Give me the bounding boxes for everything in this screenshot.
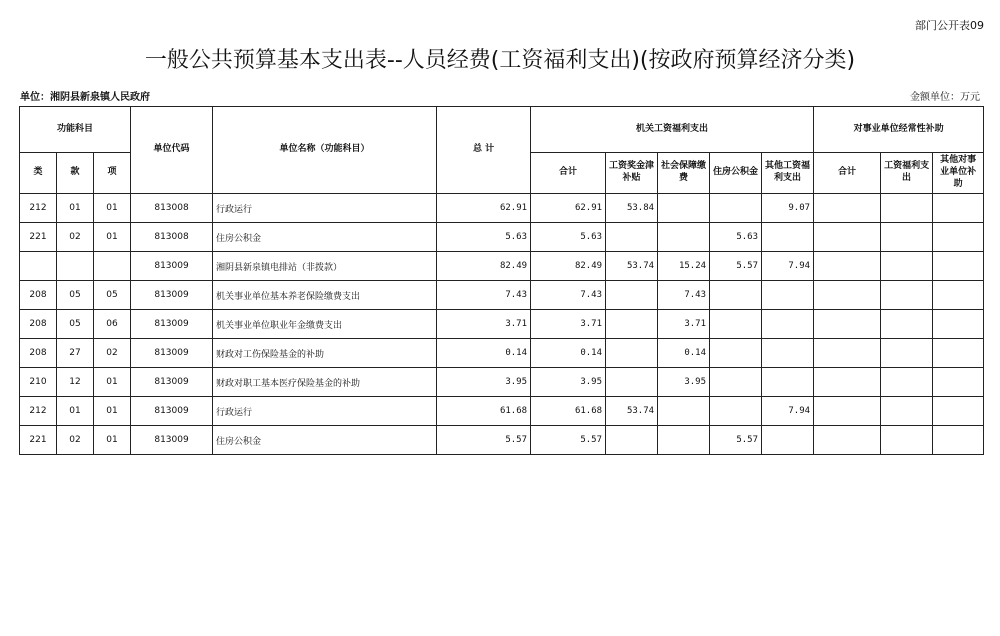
cell-org-social bbox=[658, 397, 710, 426]
cell-org-sum: 7.43 bbox=[531, 281, 606, 310]
cell-org-social bbox=[658, 223, 710, 252]
cell-lei: 208 bbox=[20, 281, 57, 310]
table-row bbox=[20, 339, 984, 368]
cell-kuan bbox=[57, 252, 94, 281]
header-lei: 类 bbox=[20, 153, 57, 194]
header-func-subject: 功能科目 bbox=[20, 107, 131, 153]
cell-total: 0.14 bbox=[437, 339, 531, 368]
cell-kuan: 01 bbox=[57, 194, 94, 223]
cell-kuan: 27 bbox=[57, 339, 94, 368]
header-org-wage: 工资奖金津补贴 bbox=[606, 153, 658, 194]
cell-pub-sum bbox=[814, 339, 881, 368]
cell-code: 813008 bbox=[131, 223, 213, 252]
cell-org-housing bbox=[710, 397, 762, 426]
cell-lei: 212 bbox=[20, 397, 57, 426]
reporting-unit: 单位：湘阴县新泉镇人民政府 bbox=[20, 92, 150, 103]
table-row bbox=[20, 426, 984, 455]
cell-org-housing bbox=[710, 368, 762, 397]
header-pub-other: 其他对事业单位补助 bbox=[933, 153, 984, 194]
cell-total: 61.68 bbox=[437, 397, 531, 426]
cell-org-housing bbox=[710, 310, 762, 339]
cell-kuan: 05 bbox=[57, 281, 94, 310]
cell-name: 财政对工伤保险基金的补助 bbox=[213, 339, 437, 368]
amount-unit: 金额单位：万元 bbox=[910, 92, 980, 103]
cell-xiang: 01 bbox=[94, 223, 131, 252]
cell-org-wage bbox=[606, 310, 658, 339]
cell-code: 813009 bbox=[131, 426, 213, 455]
cell-pub-sum bbox=[814, 252, 881, 281]
table-row bbox=[20, 194, 984, 223]
header-unit-code: 单位代码 bbox=[131, 107, 213, 194]
cell-pub-wage bbox=[881, 339, 933, 368]
cell-lei: 221 bbox=[20, 223, 57, 252]
cell-lei: 221 bbox=[20, 426, 57, 455]
cell-pub-sum bbox=[814, 281, 881, 310]
cell-org-housing bbox=[710, 194, 762, 223]
cell-pub-other bbox=[933, 194, 984, 223]
cell-pub-other bbox=[933, 223, 984, 252]
cell-name: 行政运行 bbox=[213, 194, 437, 223]
cell-org-wage bbox=[606, 223, 658, 252]
cell-pub-sum bbox=[814, 426, 881, 455]
cell-kuan: 05 bbox=[57, 310, 94, 339]
cell-pub-wage bbox=[881, 310, 933, 339]
cell-org-other: 7.94 bbox=[762, 252, 814, 281]
cell-org-other bbox=[762, 281, 814, 310]
page-title: 一般公共预算基本支出表--人员经费(工资福利支出)(按政府预算经济分类) bbox=[144, 48, 856, 73]
cell-total: 3.71 bbox=[437, 310, 531, 339]
table-header bbox=[20, 107, 984, 194]
cell-lei: 212 bbox=[20, 194, 57, 223]
cell-xiang: 01 bbox=[94, 397, 131, 426]
cell-xiang: 05 bbox=[94, 281, 131, 310]
cell-pub-other bbox=[933, 397, 984, 426]
cell-kuan: 12 bbox=[57, 368, 94, 397]
cell-total: 3.95 bbox=[437, 368, 531, 397]
cell-org-other bbox=[762, 426, 814, 455]
cell-org-sum: 3.71 bbox=[531, 310, 606, 339]
cell-pub-sum bbox=[814, 310, 881, 339]
cell-pub-wage bbox=[881, 426, 933, 455]
cell-code: 813009 bbox=[131, 368, 213, 397]
cell-org-sum: 5.57 bbox=[531, 426, 606, 455]
table-row bbox=[20, 368, 984, 397]
cell-pub-sum bbox=[814, 397, 881, 426]
cell-org-wage bbox=[606, 426, 658, 455]
cell-org-social bbox=[658, 426, 710, 455]
cell-org-other: 9.07 bbox=[762, 194, 814, 223]
document-code: 部门公开表09 bbox=[915, 19, 984, 32]
cell-pub-wage bbox=[881, 368, 933, 397]
cell-total: 82.49 bbox=[437, 252, 531, 281]
header-org-social: 社会保障缴费 bbox=[658, 153, 710, 194]
cell-pub-wage bbox=[881, 397, 933, 426]
header-pub-wage: 工资福利支出 bbox=[881, 153, 933, 194]
cell-org-sum: 3.95 bbox=[531, 368, 606, 397]
cell-pub-other bbox=[933, 252, 984, 281]
cell-org-wage bbox=[606, 339, 658, 368]
cell-org-housing bbox=[710, 281, 762, 310]
cell-lei bbox=[20, 252, 57, 281]
cell-name: 湘阴县新泉镇电排站（非拨款） bbox=[213, 252, 437, 281]
header-org-wage-group: 机关工资福利支出 bbox=[531, 107, 814, 153]
cell-org-social bbox=[658, 194, 710, 223]
cell-name: 住房公积金 bbox=[213, 223, 437, 252]
cell-org-sum: 61.68 bbox=[531, 397, 606, 426]
table-row bbox=[20, 397, 984, 426]
header-kuan: 款 bbox=[57, 153, 94, 194]
cell-org-social: 3.95 bbox=[658, 368, 710, 397]
table-row bbox=[20, 223, 984, 252]
cell-org-wage bbox=[606, 368, 658, 397]
cell-org-sum: 62.91 bbox=[531, 194, 606, 223]
header-public-subsidy-group: 对事业单位经常性补助 bbox=[814, 107, 984, 153]
cell-org-social: 7.43 bbox=[658, 281, 710, 310]
cell-xiang: 01 bbox=[94, 426, 131, 455]
header-total: 总 计 bbox=[437, 107, 531, 194]
cell-pub-other bbox=[933, 339, 984, 368]
cell-org-other bbox=[762, 368, 814, 397]
cell-code: 813009 bbox=[131, 397, 213, 426]
cell-pub-wage bbox=[881, 194, 933, 223]
cell-org-wage: 53.74 bbox=[606, 397, 658, 426]
cell-org-sum: 82.49 bbox=[531, 252, 606, 281]
header-unit-name: 单位名称（功能科目） bbox=[213, 107, 437, 194]
cell-kuan: 01 bbox=[57, 397, 94, 426]
cell-pub-other bbox=[933, 426, 984, 455]
cell-org-other: 7.94 bbox=[762, 397, 814, 426]
cell-kuan: 02 bbox=[57, 223, 94, 252]
cell-pub-sum bbox=[814, 223, 881, 252]
table-row bbox=[20, 310, 984, 339]
cell-pub-other bbox=[933, 368, 984, 397]
cell-code: 813008 bbox=[131, 194, 213, 223]
cell-org-social: 0.14 bbox=[658, 339, 710, 368]
cell-lei: 208 bbox=[20, 339, 57, 368]
header-org-other: 其他工资福利支出 bbox=[762, 153, 814, 194]
cell-pub-wage bbox=[881, 252, 933, 281]
cell-lei: 210 bbox=[20, 368, 57, 397]
cell-pub-wage bbox=[881, 281, 933, 310]
cell-org-wage: 53.84 bbox=[606, 194, 658, 223]
cell-kuan: 02 bbox=[57, 426, 94, 455]
cell-total: 5.63 bbox=[437, 223, 531, 252]
cell-org-housing bbox=[710, 339, 762, 368]
budget-table bbox=[19, 106, 984, 455]
table-row bbox=[20, 252, 984, 281]
cell-pub-wage bbox=[881, 223, 933, 252]
cell-code: 813009 bbox=[131, 252, 213, 281]
cell-name: 财政对职工基本医疗保险基金的补助 bbox=[213, 368, 437, 397]
cell-org-other bbox=[762, 310, 814, 339]
cell-org-other bbox=[762, 223, 814, 252]
cell-org-sum: 0.14 bbox=[531, 339, 606, 368]
cell-org-social: 3.71 bbox=[658, 310, 710, 339]
header-org-sum: 合计 bbox=[531, 153, 606, 194]
cell-org-housing: 5.57 bbox=[710, 426, 762, 455]
cell-lei: 208 bbox=[20, 310, 57, 339]
cell-pub-sum bbox=[814, 368, 881, 397]
cell-total: 5.57 bbox=[437, 426, 531, 455]
cell-xiang bbox=[94, 252, 131, 281]
cell-xiang: 01 bbox=[94, 194, 131, 223]
cell-name: 住房公积金 bbox=[213, 426, 437, 455]
cell-org-sum: 5.63 bbox=[531, 223, 606, 252]
header-pub-sum: 合计 bbox=[814, 153, 881, 194]
cell-pub-other bbox=[933, 281, 984, 310]
cell-code: 813009 bbox=[131, 310, 213, 339]
cell-code: 813009 bbox=[131, 281, 213, 310]
cell-xiang: 02 bbox=[94, 339, 131, 368]
cell-name: 行政运行 bbox=[213, 397, 437, 426]
cell-org-social: 15.24 bbox=[658, 252, 710, 281]
cell-pub-sum bbox=[814, 194, 881, 223]
cell-name: 机关事业单位职业年金缴费支出 bbox=[213, 310, 437, 339]
cell-xiang: 06 bbox=[94, 310, 131, 339]
cell-org-housing: 5.57 bbox=[710, 252, 762, 281]
table-body bbox=[20, 194, 984, 455]
header-xiang: 项 bbox=[94, 153, 131, 194]
cell-name: 机关事业单位基本养老保险缴费支出 bbox=[213, 281, 437, 310]
cell-org-housing: 5.63 bbox=[710, 223, 762, 252]
header-org-housing: 住房公积金 bbox=[710, 153, 762, 194]
cell-pub-other bbox=[933, 310, 984, 339]
cell-code: 813009 bbox=[131, 339, 213, 368]
cell-org-wage: 53.74 bbox=[606, 252, 658, 281]
table-row bbox=[20, 281, 984, 310]
cell-xiang: 01 bbox=[94, 368, 131, 397]
cell-org-wage bbox=[606, 281, 658, 310]
cell-total: 62.91 bbox=[437, 194, 531, 223]
cell-total: 7.43 bbox=[437, 281, 531, 310]
cell-org-other bbox=[762, 339, 814, 368]
